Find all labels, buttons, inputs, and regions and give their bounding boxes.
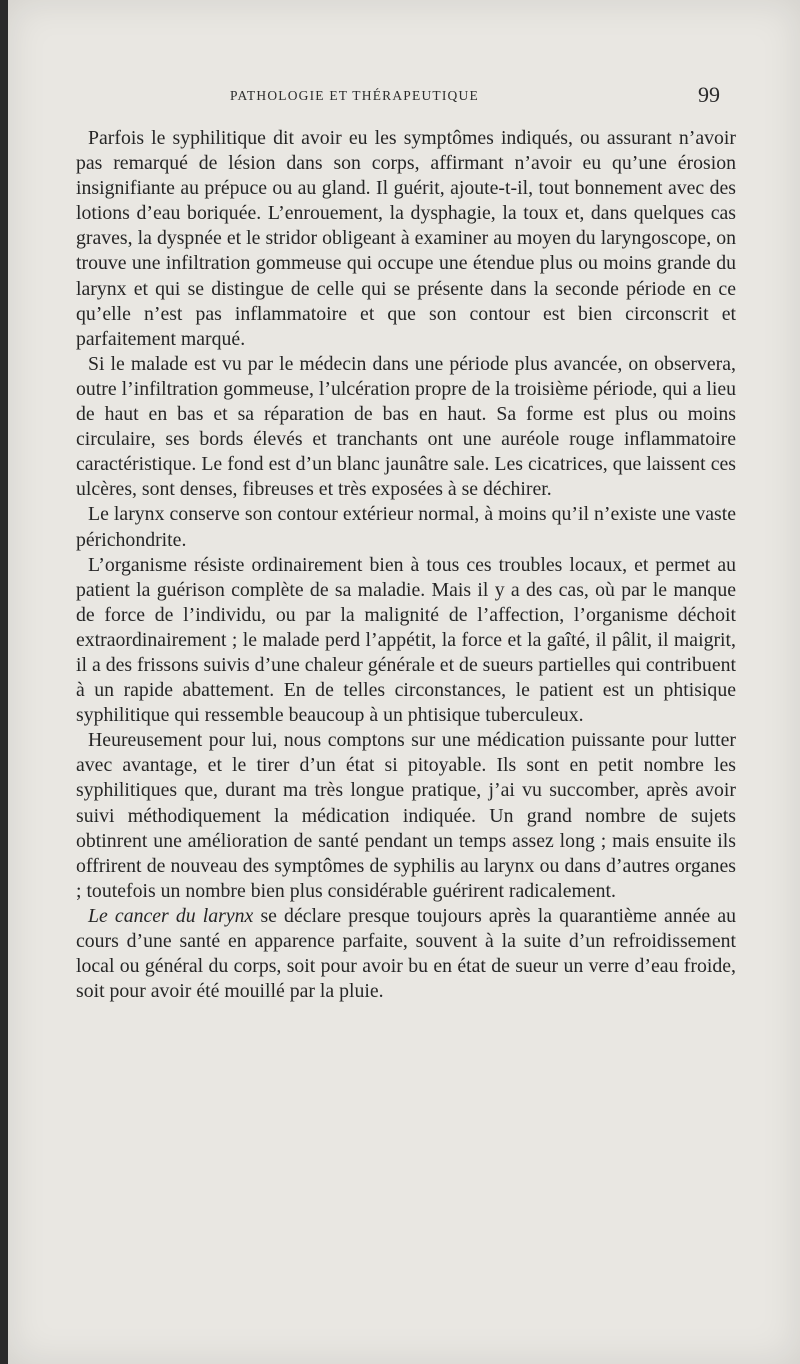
paragraph-6-rest: se déclare presque toujours après la quarantième année au cours d’une santé en apparence parfaite, souvent à la suite d’un refroidissement local ou général du corps, soit pour avoir bu en état de sueur un verre d’eau froide, soit pour avoir été mouillé par la pluie. [76,904,736,1003]
running-title: PATHOLOGIE ET THÉRAPEUTIQUE [230,88,479,103]
paragraph-3: Le larynx conserve son contour extérieur normal, à moins qu’il n’existe une vaste périchondrite. [76,503,736,551]
paragraph-5: Heureusement pour lui, nous comptons sur une médication puissante pour lutter avec avantage, et le tirer d’un état si pitoyable. Ils sont en petit nombre les syphilitiques que, durant ma très longue pratique, j’ai vu succomber, après avoir suivi méthodiquement la médication indiquée. Un grand nombre de sujets obtinrent une amélioration de santé pendant un temps assez long ; mais ensuite ils offrirent de nouveau des symptômes de syphilis au larynx ou dans d’autres organes ; toutefois un nombre bien plus considérable guérirent radicalement. [76,729,736,902]
paragraph-2: Si le malade est vu par le médecin dans une période plus avancée, on observera, outre l’infiltration gommeuse, l’ulcération propre de la troisième période, qui a lieu de haut en bas et sa réparation de bas en haut. Sa forme est plus ou moins circulaire, ses bords élevés et tranchants ont une auréole rouge inflammatoire caractéristique. Le fond est d’un blanc jaunâtre sale. Les cicatrices, que laissent ces ulcères, sont denses, fibreuses et très exposées à se déchirer. [76,352,736,501]
page-number: 99 [698,82,720,107]
paragraph-1: Parfois le syphilitique dit avoir eu les symptômes indiqués, ou assurant n’avoir pas remarqué de lésion dans son corps, affirmant n’avoir eu qu’une érosion insignifiante au prépuce ou au gland. Il guérit, ajoute-t-il, tout bonnement avec des lotions d’eau boriquée. L’enrouement, la dysphagie, la toux et, dans quelques cas graves, la dyspnée et le stridor obligeant à examiner au moyen du laryngoscope, on trouve une infiltration gommeuse qui occupe une étendue plus ou moins grande du larynx et qui se distingue de celle qui se présente dans la seconde période en ce qu’elle n’est pas inflammatoire et que son contour est bien circonscrit et parfaitement marqué. [76,127,736,350]
paragraph-6-italic-lead: Le cancer du larynx [88,904,254,927]
body-text [76,126,736,1004]
running-head [8,78,800,108]
book-page [8,0,800,1364]
paragraph-6 [76,904,736,1004]
paragraph-4: L’organisme résiste ordinairement bien à tous ces troubles locaux, et permet au patient la guérison complète de sa maladie. Mais il y a des cas, où par le manque de force de l’individu, ou par la malignité de l’affection, l’organisme déchoit extraordinairement ; le malade perd l’appétit, la force et la gaîté, il pâlit, il maigrit, il a des frissons suivis d’une chaleur générale et de sueurs partielles qui contribuent à un rapide abattement. En de telles circonstances, le patient est un phtisique syphilitique qui ressemble beaucoup à un phtisique tuberculeux. [76,553,736,727]
